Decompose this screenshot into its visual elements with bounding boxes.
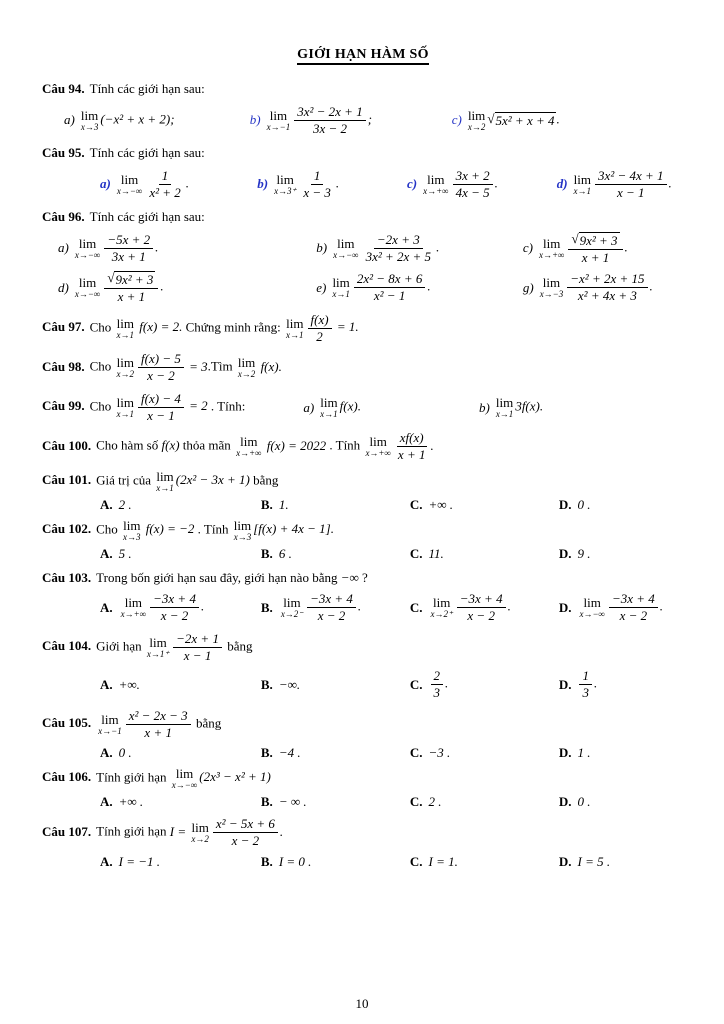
question-103: [42, 568, 684, 625]
question-part: [316, 271, 523, 305]
text-segment: bằng: [249, 471, 279, 487]
math-expression: lim x→1⁺ $\frac{-2x + 1}{x - 1}$: [145, 638, 224, 653]
question-heading: [42, 767, 684, 790]
question-parts: [245, 394, 544, 419]
option-label: B.: [260, 545, 273, 561]
math-expression: lim x→1 (2x² − 3x + 1): [156, 468, 250, 493]
answer-option: [410, 794, 559, 810]
text-segment: Cho: [89, 319, 115, 335]
option-label: D.: [558, 745, 572, 760]
option-label: C.: [409, 676, 423, 692]
text-segment: Giá trị của: [96, 471, 155, 487]
math-expression: 1 .: [577, 745, 591, 760]
answer-option: [100, 745, 261, 761]
math-expression: lim x→+∞ $\frac{-3x + 4}{x - 2}$ .: [120, 591, 205, 624]
question-label: Câu 97.: [42, 319, 85, 335]
question-part: [557, 168, 684, 202]
option-label: D.: [558, 676, 572, 692]
text-segment: . Tính: [194, 520, 232, 536]
math-expression: 2 .: [428, 794, 442, 809]
text-segment: Tính giới hạn: [96, 823, 170, 839]
question-part: [407, 168, 557, 202]
math-expression: $\frac{2}{3}$ .: [429, 668, 449, 702]
question-100: [42, 430, 684, 464]
option-label: B.: [260, 496, 273, 512]
math-expression: lim x→3 [f(x) + 4x − 1].: [233, 517, 334, 542]
text-segment: . Tính:: [207, 398, 246, 414]
text-segment: Trong bốn giới hạn sau đây, giới hạn nào bằng: [96, 569, 341, 585]
question-label: Câu 102.: [42, 520, 92, 536]
question-text: [96, 517, 334, 542]
part-label: b): [249, 112, 261, 128]
part-label: a): [64, 112, 75, 128]
math-expression: lim x→+∞ √ 9x² + 3 x + 1 .: [538, 230, 628, 265]
question-106: [42, 767, 684, 810]
option-label: C.: [409, 745, 423, 760]
question-part: [523, 231, 684, 267]
math-expression: lim x→1 f(x).: [320, 394, 361, 419]
question-label: Câu 94.: [42, 81, 85, 96]
math-expression: 2 .: [118, 496, 132, 512]
part-label: a): [100, 176, 111, 192]
math-expression: lim x→1 f(x) = 2.: [116, 315, 183, 340]
question-text: [96, 630, 253, 663]
math-expression: I = −1 .: [118, 853, 161, 869]
question-part: [479, 396, 543, 419]
document-header: [42, 46, 684, 63]
answer-options: [42, 546, 684, 562]
text-segment: Tính các giới hạn sau:: [89, 145, 205, 160]
math-expression: 0 .: [577, 794, 591, 809]
option-label: A.: [100, 745, 113, 760]
question-label: Câu 104.: [42, 638, 92, 654]
question-label: Câu 99.: [42, 398, 85, 414]
question-part: [64, 109, 250, 132]
question-heading: [42, 79, 684, 99]
math-expression: lim x→−∞ $\frac{1}{\text{x² + 2}}$ .: [116, 167, 190, 200]
math-expression: lim x→2⁺ $\frac{-3x + 4}{x - 2}$ .: [430, 591, 511, 624]
answer-option: [261, 677, 410, 693]
math-expression: lim x→1 $\frac{f(x) - 4}{x - 1}$ = 2: [116, 390, 208, 423]
math-expression: 11.: [428, 545, 444, 561]
math-expression: lim x→−∞ (2x³ − x² + 1): [171, 766, 271, 790]
answer-options: [42, 745, 684, 761]
answer-option: [261, 591, 410, 625]
question-part: [257, 168, 407, 202]
question-text: [89, 390, 246, 423]
answer-option: [261, 497, 410, 513]
answer-options: [42, 591, 684, 625]
part-label: b): [316, 240, 328, 256]
answer-option: [559, 794, 684, 810]
part-label: b): [257, 176, 269, 192]
text-segment: Cho hàm số: [96, 437, 162, 453]
question-text: [90, 81, 205, 96]
option-label: A.: [100, 794, 113, 809]
option-label: A.: [100, 676, 113, 692]
part-label: c): [406, 176, 418, 192]
question-label: Câu 98.: [42, 358, 85, 374]
question-text: [96, 570, 368, 585]
question-96: [42, 207, 684, 306]
question-105: [42, 708, 684, 762]
question-104: [42, 631, 684, 702]
question-text: [90, 209, 205, 224]
question-label: Câu 103.: [42, 569, 92, 585]
answer-option: [410, 591, 559, 625]
math-expression: lim x→−∞ $\frac{-2x + 3}{\text{3x² + 2x + 5}}$ .: [333, 231, 440, 264]
part-label: g): [522, 279, 534, 295]
answer-option: [261, 854, 410, 870]
answer-option: [261, 745, 410, 761]
math-expression: lim x→2 $\frac{f(x) - 5}{x - 2}$ = 3: [116, 351, 208, 384]
math-expression: I = 0 .: [278, 853, 312, 869]
math-expression: +∞.: [118, 676, 140, 692]
math-expression: 0 .: [118, 745, 132, 760]
answer-option: [559, 546, 684, 562]
math-expression: 0 .: [577, 496, 591, 512]
option-label: C.: [409, 496, 423, 512]
text-segment: Tính giới hạn: [96, 769, 170, 785]
question-part: [100, 168, 257, 202]
math-expression: lim x→−1 $\frac{\text{x² − 2x − 3}}{x + 1}$: [96, 715, 193, 730]
answer-option: [559, 745, 684, 761]
answer-option: [261, 794, 410, 810]
answer-option: [100, 591, 261, 625]
math-expression: lim x→3 (−x² + x + 2);: [80, 107, 175, 132]
math-expression: lim x→−∞ $\frac{-3x + 4}{x - 2}$ .: [579, 591, 664, 624]
question-label: Câu 100.: [42, 437, 92, 453]
option-label: A.: [100, 853, 113, 869]
question-part: [58, 232, 316, 266]
part-label: c): [522, 240, 533, 256]
text-segment: Tính các giới hạn sau:: [89, 209, 205, 224]
question-heading: [42, 816, 684, 850]
answer-options: [42, 668, 684, 702]
answer-option: [410, 546, 559, 562]
math-expression: 5 .: [118, 545, 132, 561]
math-expression: −3 .: [428, 745, 451, 760]
option-label: A.: [100, 599, 113, 615]
option-label: D.: [558, 599, 572, 615]
math-expression: lim x→+∞ $\frac{xf(x)}{x + 1}$ .: [365, 430, 434, 463]
math-expression: lim x→1 $\frac{f(x)}{2}$ = 1.: [286, 311, 359, 344]
math-expression: lim x→2⁻ $\frac{-3x + 4}{x - 2}$ .: [280, 591, 362, 624]
answer-option: [410, 854, 559, 870]
answer-option: [559, 591, 684, 625]
answer-option: [100, 677, 261, 693]
question-part: [316, 232, 523, 266]
math-expression: lim x→−3 $\frac{\text{−x² + 2x + 15}}{\text{x² + 4x + 3}}$ .: [539, 271, 653, 304]
option-label: D.: [558, 794, 572, 809]
answer-option: [100, 794, 261, 810]
question-text: [96, 707, 222, 740]
question-94: [42, 79, 684, 137]
question-heading: [42, 391, 684, 425]
question-label: Câu 106.: [42, 769, 92, 785]
math-expression: lim x→3 f(x) = −2: [123, 517, 195, 542]
answer-option: [410, 668, 559, 702]
math-expression: −∞.: [278, 676, 301, 692]
question-parts-row-2: [42, 270, 684, 306]
question-heading: [42, 143, 684, 163]
math-expression: I = 5 .: [577, 853, 611, 869]
question-heading: [42, 207, 684, 227]
question-label: Câu 96.: [42, 209, 85, 224]
option-label: B.: [260, 745, 273, 760]
text-segment: Cho: [89, 358, 115, 374]
math-expression: 6 .: [278, 545, 292, 561]
question-102: [42, 519, 684, 562]
question-text: [89, 311, 359, 344]
question-text: [89, 351, 282, 384]
question-95: [42, 143, 684, 201]
math-expression: −∞: [340, 569, 359, 585]
page-number: 10: [355, 996, 369, 1011]
text-segment: Cho: [89, 398, 115, 414]
page-title: GIỚI HẠN HÀM SỐ: [297, 47, 429, 65]
question-heading: [42, 631, 684, 665]
option-label: C.: [409, 545, 423, 561]
option-label: D.: [558, 545, 572, 561]
answer-option: [410, 497, 559, 513]
option-label: B.: [260, 599, 273, 615]
question-107: [42, 816, 684, 870]
option-label: D.: [558, 496, 572, 512]
math-expression: lim x→2 f(x).: [237, 355, 282, 380]
option-label: A.: [100, 496, 113, 512]
option-label: C.: [409, 794, 423, 809]
text-segment: thỏa mãn: [179, 437, 235, 453]
math-expression: I = lim x→2 $\frac{\text{x² − 5x + 6}}{x - 2}$ .: [169, 816, 284, 849]
math-expression: − ∞ .: [278, 794, 307, 809]
math-expression: lim x→3⁺ $\frac{1}{x - 3}$ .: [274, 167, 340, 200]
question-98: [42, 351, 684, 385]
question-parts-row-1: [42, 231, 684, 267]
question-heading: [42, 351, 684, 385]
question-parts: [42, 168, 684, 202]
math-expression: lim x→1 $\frac{\text{3x² − 4x + 1}}{x - 1}$ .: [573, 167, 672, 200]
math-expression: lim x→2 √ 5x² + x + 4 .: [467, 107, 560, 132]
math-expression: +∞ .: [428, 496, 454, 512]
answer-option: [559, 668, 684, 702]
option-label: C.: [409, 599, 423, 615]
question-part: [58, 270, 316, 306]
question-text: [96, 766, 271, 790]
math-expression: −4 .: [278, 745, 301, 760]
math-expression: lim x→1 $\frac{\text{2x² − 8x + 6}}{\text{x² − 1}}$ .: [332, 271, 431, 304]
option-label: D.: [558, 853, 572, 869]
math-expression: +∞ .: [118, 794, 144, 809]
question-parts: [42, 104, 684, 138]
question-99: [42, 391, 684, 425]
math-expression: lim x→−1 $\frac{\text{3x² − 2x + 1}}{3x - 2}$ ;: [266, 103, 373, 136]
text-segment: ?: [358, 569, 368, 585]
answer-option: [261, 546, 410, 562]
answer-options: [42, 794, 684, 810]
option-label: B.: [260, 853, 273, 869]
question-heading: [42, 312, 684, 346]
question-part: [452, 109, 684, 132]
math-expression: lim x→1 3f(x).: [495, 394, 544, 419]
question-text: [96, 468, 279, 493]
question-label: Câu 101.: [42, 471, 92, 487]
text-segment: Tính các giới hạn sau:: [89, 81, 205, 96]
option-label: B.: [260, 676, 273, 692]
part-label: a): [303, 399, 315, 415]
part-label: a): [58, 240, 69, 256]
question-label: Câu 105.: [42, 715, 92, 731]
math-expression: 9 .: [577, 545, 591, 561]
part-label: d): [556, 176, 568, 192]
question-heading: [42, 519, 684, 542]
question-part: [523, 271, 684, 305]
part-label: c): [451, 112, 462, 128]
question-text: [96, 816, 284, 849]
question-text: [90, 145, 205, 160]
text-segment: bằng: [192, 715, 222, 731]
question-heading: [42, 430, 684, 464]
option-label: A.: [100, 545, 113, 561]
question-text: [96, 430, 434, 463]
math-expression: lim x→+∞ $\frac{3x + 2}{4x - 5}$ .: [423, 167, 498, 200]
answer-option: [559, 497, 684, 513]
question-part: [303, 396, 361, 419]
answer-option: [410, 745, 559, 761]
text-segment: bằng: [223, 638, 253, 654]
math-expression: $\frac{1}{3}$ .: [577, 668, 597, 702]
math-expression: lim x→−∞ √ 9x² + 3 x + 1 .: [74, 270, 164, 305]
math-expression: I = 1.: [428, 853, 458, 869]
text-segment: .Tìm: [207, 358, 236, 374]
question-heading: [42, 708, 684, 742]
math-expression: 1.: [278, 496, 289, 512]
math-expression: f(x): [161, 437, 180, 453]
text-segment: Cho: [96, 520, 122, 536]
math-expression: lim x→+∞ f(x) = 2022: [236, 434, 327, 459]
question-part: [250, 104, 452, 138]
answer-option: [100, 497, 261, 513]
text-segment: . Tính: [326, 437, 364, 453]
question-heading: [42, 568, 684, 588]
question-label: Câu 107.: [42, 823, 92, 839]
option-label: B.: [260, 794, 273, 809]
text-segment: Chứng minh rằng:: [182, 319, 285, 335]
answer-option: [559, 854, 684, 870]
answer-options: [42, 497, 684, 513]
part-label: e): [316, 279, 327, 295]
question-label: Câu 95.: [42, 145, 85, 160]
part-label: d): [58, 279, 69, 295]
answer-option: [100, 854, 261, 870]
question-101: [42, 470, 684, 513]
answer-options: [42, 854, 684, 870]
option-label: C.: [409, 853, 423, 869]
part-label: b): [478, 399, 490, 415]
math-expression: lim x→−∞ $\frac{-5x + 2}{3x + 1}$ .: [74, 231, 159, 264]
question-97: [42, 312, 684, 346]
answer-option: [100, 546, 261, 562]
text-segment: Giới hạn: [96, 638, 145, 654]
question-heading: [42, 470, 684, 493]
